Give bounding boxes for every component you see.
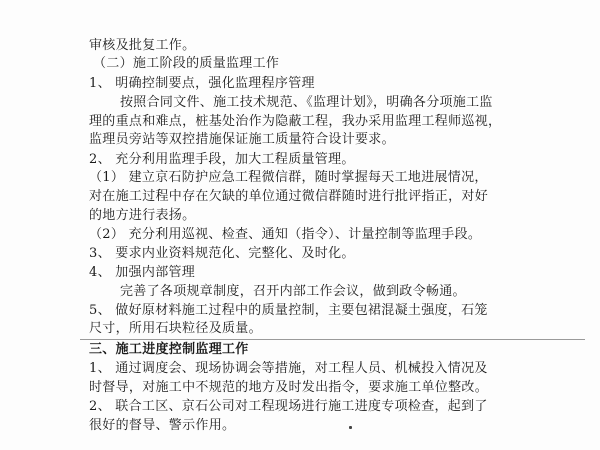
paragraph-line-1: 按照合同文件、施工技术规范、《监理计划》，明确各分项施工监: [120, 95, 493, 110]
paragraph-line-2: 理的重点和难点，桩基处治作为隐蔽工程，我办采用监理工程师巡视，: [89, 114, 502, 129]
item-heading-1: 1、 明确控制要点，强化监理程序管理: [89, 76, 315, 91]
section-heading-schedule-control: 三、施工进度控制监理工作: [89, 342, 249, 357]
scan-speck: [349, 426, 352, 429]
section-heading-construction-quality: （二）施工阶段的质量监理工作: [93, 56, 280, 71]
item-heading-2: 2、 充分利用监理手段，加大工程质量管理。: [89, 152, 355, 167]
paragraph-line-3: 监理员旁站等双控措施保证施工质量符合设计要求。: [89, 132, 395, 147]
subitem-1-line-1: （1） 建立京石防护应急工程微信群，随时掌握每天工地进展情况，: [89, 170, 488, 185]
item-5-line-1: 5、 做好原材料施工过程中的质量控制，主要包裙混凝土强度，石笼: [89, 303, 488, 318]
subitem-1-line-3: 的地方进行表扬。: [89, 208, 196, 223]
section-divider: [80, 339, 585, 340]
schedule-item-1-line-1: 1、 通过调度会、现场协调会等措施，对工程人员、机械投入情况及: [89, 361, 488, 376]
schedule-item-1-line-2: 时督导，对施工中不规范的地方及时发出指令，要求施工单位整改。: [89, 380, 489, 395]
item-heading-4: 4、 加强内部管理: [89, 265, 196, 280]
item-5-line-2: 尺寸，所用石块粒径及质量。: [89, 321, 262, 336]
subitem-2: （2） 充分利用巡视、检查、通知（指令）、计量控制等监理手段。: [89, 227, 482, 242]
subitem-1-line-2: 对在施工过程中存在欠缺的单位通过微信群随时进行批评指正，对好: [89, 189, 489, 204]
item-heading-3: 3、 要求内业资料规范化、完整化、及时化。: [89, 246, 355, 261]
schedule-item-2-line-2: 很好的督导、警示作用。: [89, 418, 236, 433]
paragraph-internal-management: 完善了各项规章制度，召开内部工作会议，做到政令畅通。: [120, 284, 466, 299]
text-line-1: 审核及批复工作。: [89, 38, 196, 53]
schedule-item-2-line-1: 2、 联合工区、京石公司对工程现场进行施工进度专项检查，起到了: [89, 399, 488, 414]
